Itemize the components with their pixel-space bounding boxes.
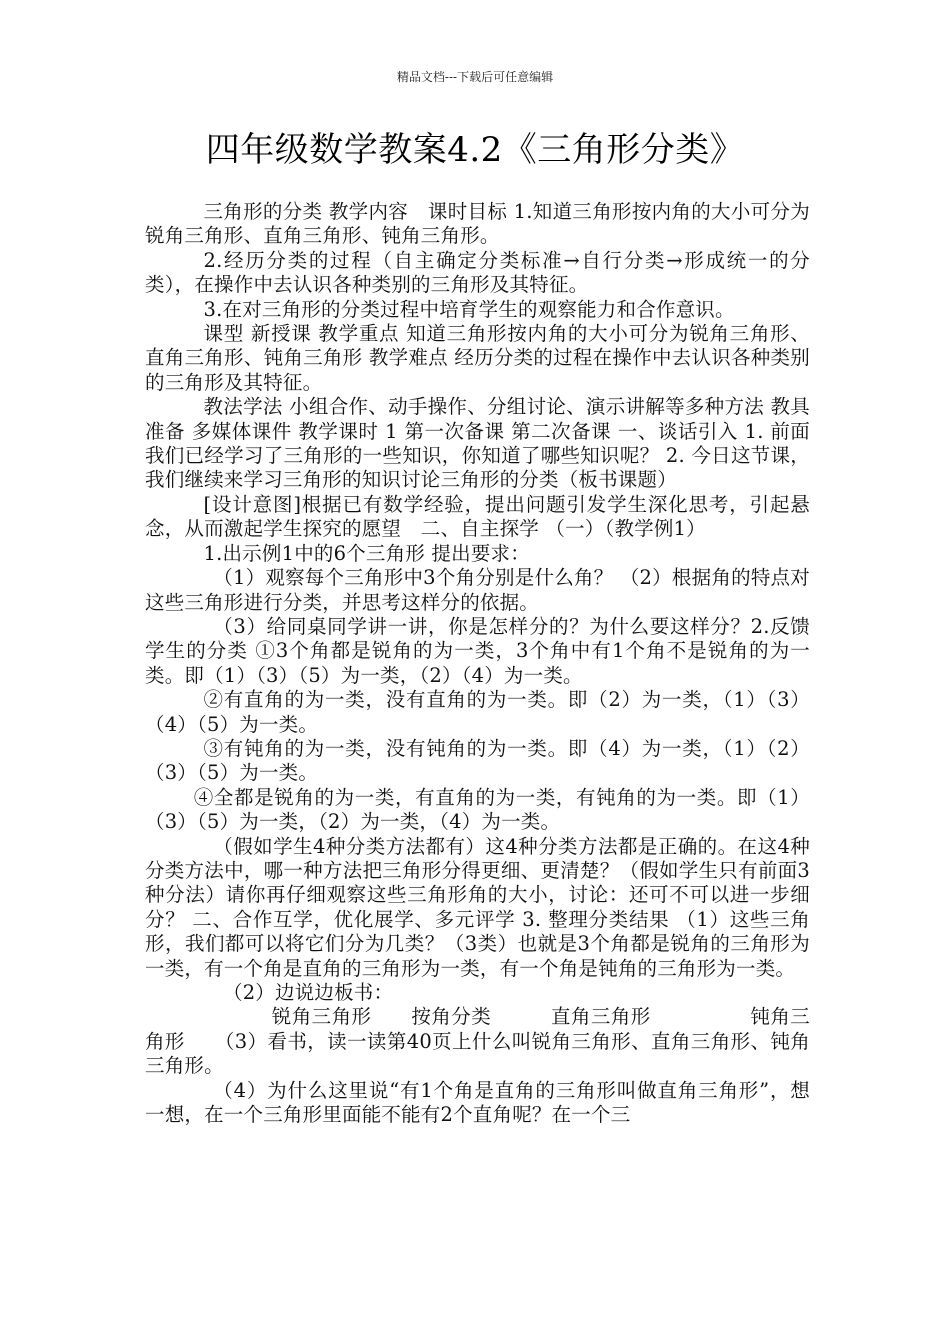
paragraph-method-2: ②有直角的为一类，没有直角的为一类。即（2）为一类，（1）（3）（4）（5）为一类。 [145,688,810,736]
paragraph-method-3: ③有钝角的为一类，没有钝角的为一类。即（4）为一类，（1）（2）（3）（5）为一类。 [145,736,810,785]
paragraph-objectives: 三角形的分类 教学内容 课时目标 1.知道三角形按内角的大小可分为锐角三角形、直角三角形、钝角三角形。 [145,200,810,248]
paragraph-method-4: ④全都是锐角的为一类，有直角的为一类，有钝角的为一类。即（1）（3）（5）为一类，（2）为一类，（4）为一类。 [145,785,810,834]
page-header: 精品文档---下载后可任意编辑 [396,70,554,84]
paragraph-discussion: （假如学生4种分类方法都有）这4种分类方法都是正确的。在这4种分类方法中，哪一种方法把三角形分得更细、更清楚？（假如学生只有前面3种分法）请你再仔细观察这些三角形角的大小，讨论：还可不可以进一步细分？ 二、合作互学，优化展学、多元评学 3. 整理分类结果 （1）这些三角形，我们都可以将它们分为几类？（3类）也就是3个角都是锐角的三角形为一类，有一个角是直角的三角形为一类，有一个角是钝角的三角形为一类。 [145,834,810,980]
paragraph-objective-3: 3.在对三角形的分类过程中培育学生的观察能力和合作意识。 [203,297,735,321]
paragraph-example-1: 1.出示例1中的6个三角形 提出要求： [203,541,530,565]
paragraph-classification: 锐角三角形 按角分类 直角三角形 钝角三角形 （3）看书，读一读第40页上什么叫锐角三角形、直角三角形、钝角三角形。 [145,1005,810,1078]
paragraph-design-intent: [设计意图]根据已有数学经验，提出问题引发学生深化思考，引起悬念，从而激起学生探究的愿望 二、自主探学 （一）（教学例1） [145,492,810,541]
paragraph-board-writing: （2）边说边板书： [223,981,394,1004]
paragraph-feedback: （3）给同桌同学讲一讲，你是怎样分的？为什么要这样分？2.反馈学生的分类 ①3个角都是锐角的为一类，3个角中有1个角不是锐角的为一类。即（1）（3）（5）为一类，（2）（4）为一类。 [145,614,810,687]
document-body [145,200,810,1127]
document-title: 四年级数学教案4.2《三角形分类》 [205,130,745,170]
paragraph-objective-2: 2.经历分类的过程（自主确定分类标准→自行分类→形成统一的分类），在操作中去认识各种类别的三角形及其特征。 [145,248,810,297]
paragraph-requirements: （1）观察每个三角形中3个角分别是什么角？ （2）根据角的特点对这些三角形进行分类，并思考这样分的依据。 [145,566,810,614]
paragraph-right-angle-question: （4）为什么这里说“有1个角是直角的三角形叫做直角三角形”，想一想，在一个三角形里面能不能有2个直角呢？在一个三 [145,1078,810,1127]
paragraph-lesson-type: 课型 新授课 教学重点 知道三角形按内角的大小可分为锐角三角形、直角三角形、钝角三角形 教学难点 经历分类的过程在操作中去认识各种类别的三角形及其特征。 [145,322,810,394]
paragraph-methods: 教法学法 小组合作、动手操作、分组讨论、演示讲解等多种方法 教具准备 多媒体课件 教学课时 1 第一次备课 第二次备课 一、谈话引入 1. 前面我们已经学习了三角形的一些知识，你知道了哪些知识呢？ 2. 今日这节课，我们继续来学习三角形的知识讨论三角形的分类（板书课题） [145,395,810,492]
